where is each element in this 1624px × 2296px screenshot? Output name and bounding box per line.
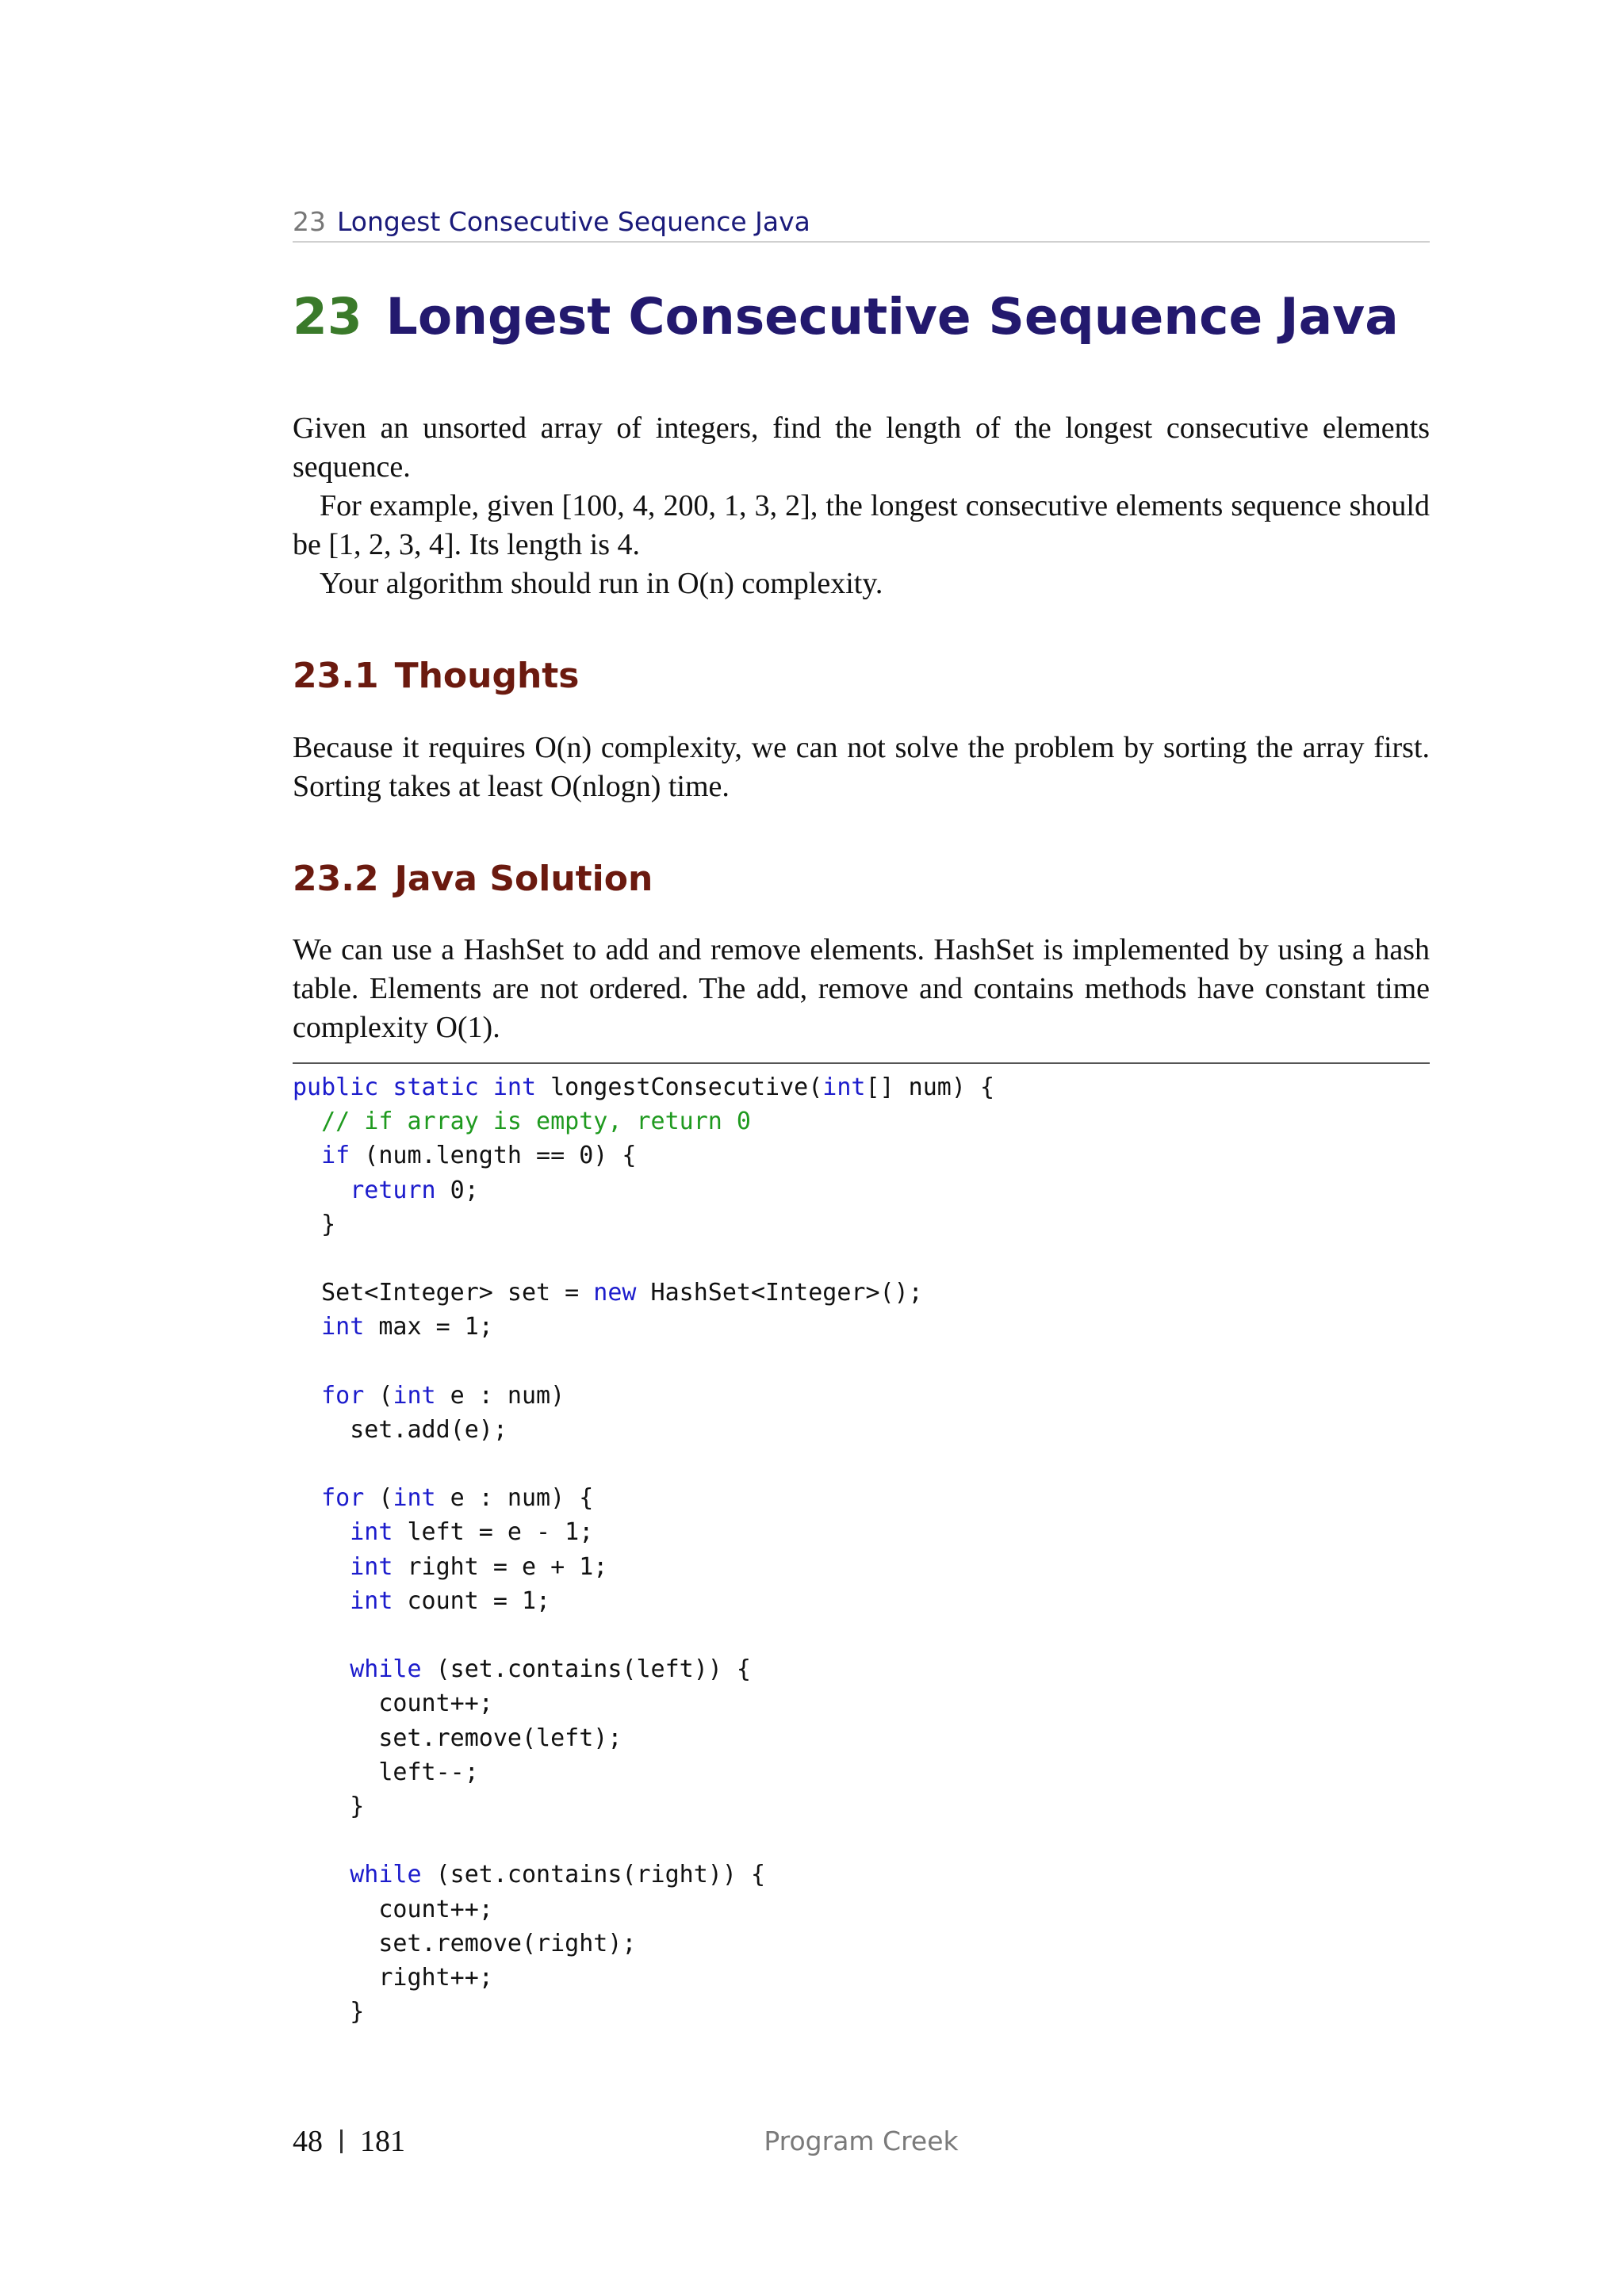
code-text: set.add(e); [293,1415,508,1444]
footer-current-page: 48 [293,2125,323,2158]
code-line [293,1515,1430,1549]
code-line [293,1961,1430,1995]
code-line [293,1892,1430,1927]
section-heading-thoughts [293,652,580,700]
intro-paragraph-2: For example, given [100, 4, 200, 1, 3, 2], the longest consecutive elements sequence should be [1, 2, 3, 4]. Its length is 4. [293,489,1430,561]
code-text [293,1587,350,1615]
running-header [293,205,1430,243]
code-top-rule [293,1062,1430,1064]
code-text: longestConsecutive( [536,1073,823,1101]
code-line [293,1207,1430,1242]
code-text [293,1382,321,1410]
code-text: Set<Integer> set = [293,1279,594,1307]
section-heading-java-solution [293,855,653,903]
code-text: } [293,1210,336,1238]
code-text [293,1313,321,1341]
code-line [293,1413,1430,1447]
code-text: right = e + 1; [393,1552,608,1581]
code-text [293,1518,350,1546]
code-text [293,1861,350,1888]
code-line [293,1755,1430,1789]
code-keyword: int [350,1518,393,1547]
code-line [293,1276,1430,1310]
code-line [293,1927,1430,1961]
code-line [293,1823,1430,1858]
code-line [293,1345,1430,1379]
footer-total-pages: 181 [360,2125,405,2158]
code-text: ( [364,1381,393,1410]
code-text: left = e - 1; [393,1518,594,1547]
code-line [293,1447,1430,1481]
code-line [293,1242,1430,1276]
code-keyword: int [350,1552,393,1581]
code-keyword: public static int [293,1073,537,1101]
code-text: } [293,1998,365,2026]
code-text: [] num) { [865,1073,995,1101]
code-keyword: return [350,1176,436,1204]
code-text: (num.length == 0) { [350,1142,637,1170]
code-keyword: int [350,1586,393,1615]
code-text: (set.contains(right)) { [421,1861,766,1889]
code-line [293,1070,1430,1104]
code-line [293,1310,1430,1344]
code-keyword: if [321,1142,350,1170]
code-keyword: int [393,1381,436,1410]
running-header-title: Longest Consecutive Sequence Java [337,206,810,237]
section-number: 23.2 [293,859,379,899]
code-line [293,1721,1430,1755]
code-line [293,1789,1430,1823]
code-text [293,1142,321,1169]
code-text: count++; [293,1689,493,1718]
code-text [293,1655,350,1683]
code-keyword: for [321,1484,365,1513]
solution-paragraph: We can use a HashSet to add and remove elements. HashSet is implemented by using a hash table. Elements are not ordered. The add, remove and contains methods have constant time complexity O(1). [293,933,1430,1044]
code-text: 0; [435,1176,479,1204]
code-text: e : num) [435,1381,565,1410]
intro-paragraph-3: Your algorithm should run in O(n) complexity. [320,567,883,600]
code-text: count = 1; [393,1586,551,1615]
code-keyword: while [350,1655,422,1684]
footer-publisher: Program Creek [764,2126,959,2156]
code-line [293,1173,1430,1207]
intro-paragraph-1: Given an unsorted array of integers, find the length of the longest consecutive elements sequence. [293,411,1430,484]
code-line [293,1379,1430,1413]
section-number: 23.1 [293,656,379,696]
code-text: set.remove(left); [293,1724,622,1752]
code-line [293,1686,1430,1720]
code-text: set.remove(right); [293,1929,637,1957]
code-text: right++; [293,1963,493,1992]
code-line [293,1858,1430,1892]
code-line [293,1481,1430,1515]
code-keyword: while [350,1861,422,1889]
code-keyword: for [321,1381,365,1410]
running-header-number: 23 [293,206,326,237]
code-line [293,1652,1430,1686]
code-line [293,1550,1430,1584]
code-keyword: new [593,1279,637,1307]
code-text: ( [364,1484,393,1513]
code-text: left--; [293,1758,479,1786]
code-text: (set.contains(left)) { [421,1655,751,1684]
thoughts-paragraph: Because it requires O(n) complexity, we can not solve the problem by sorting the array first. Sorting takes at least O(nlogn) time. [293,731,1430,803]
code-line [293,1584,1430,1618]
section-title-text: Thoughts [394,656,580,696]
code-block [293,1070,1430,2029]
chapter-title [293,281,1399,353]
code-text: e : num) { [435,1484,594,1513]
code-keyword: int [822,1073,866,1101]
code-text [293,1108,321,1135]
chapter-number: 23 [293,288,362,346]
code-text: } [293,1792,365,1820]
code-text: count++; [293,1895,493,1923]
code-keyword: int [321,1313,365,1341]
code-text [293,1177,350,1204]
code-keyword: int [393,1484,436,1513]
code-comment: // if array is empty, return 0 [321,1108,751,1136]
code-text [293,1553,350,1581]
section-title-text: Java Solution [394,859,653,899]
code-line [293,1618,1430,1652]
code-line [293,1138,1430,1173]
code-text [293,1484,321,1512]
chapter-title-text: Longest Consecutive Sequence Java [385,288,1399,346]
code-line [293,1104,1430,1138]
code-text: max = 1; [364,1313,493,1341]
code-text: HashSet<Integer>(); [636,1279,923,1307]
code-line [293,1995,1430,2029]
